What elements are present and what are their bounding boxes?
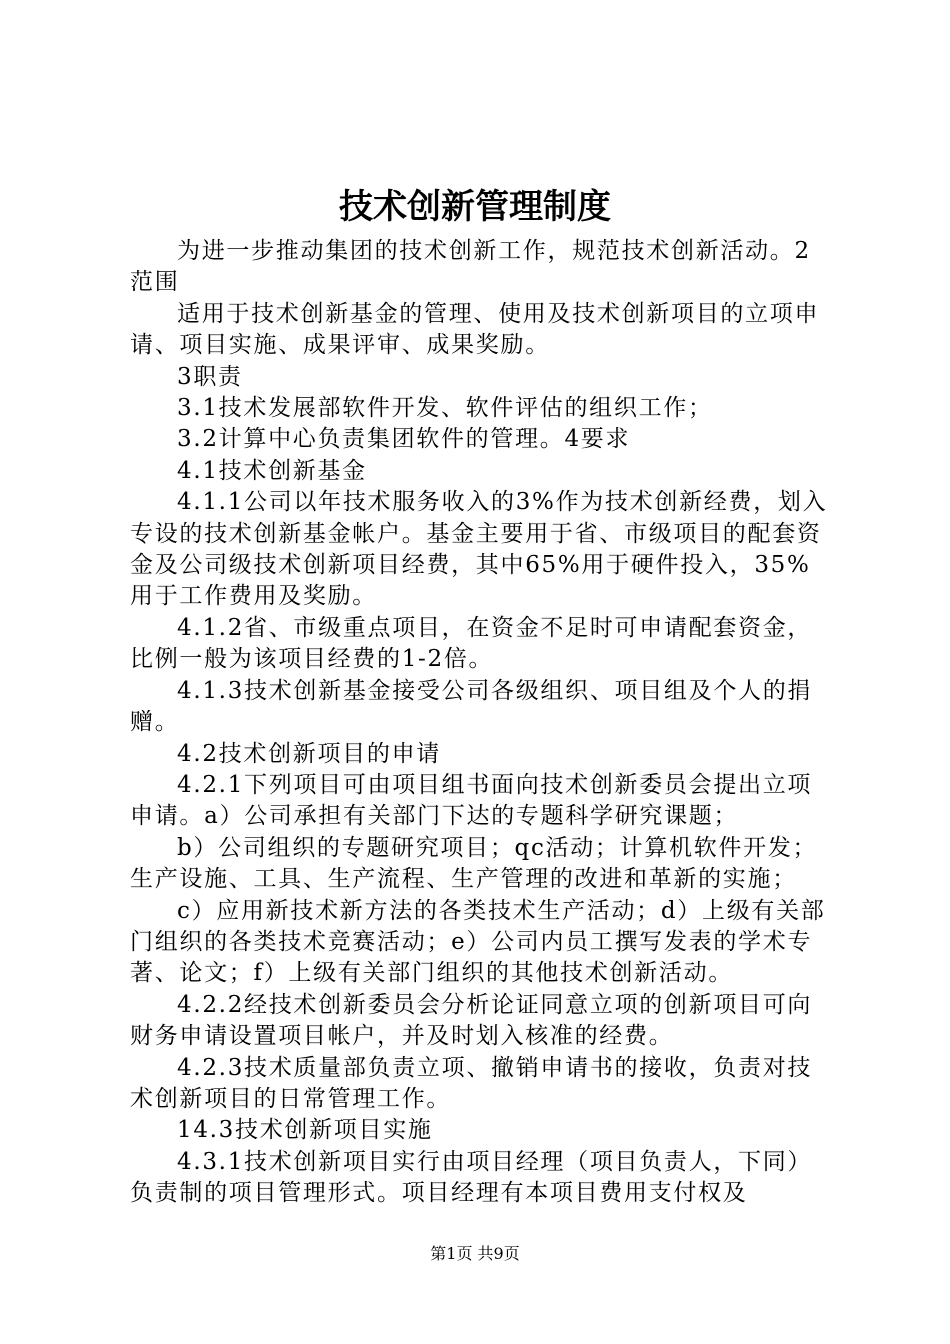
page-title: 技术创新管理制度 [339, 187, 611, 227]
paragraph: c）应用新技术新方法的各类技术生产活动；d）上级有关部门组织的各类技术竞赛活动；e）公司内员工撰写发表的学术专著、论文；f）上级有关部门组织的其他技术创新活动。 [130, 897, 826, 987]
paragraph: 为进一步推动集团的技术创新工作，规范技术创新活动。2范围 [130, 238, 811, 296]
section-heading: 14.3技术创新项目实施 [177, 1117, 433, 1144]
section-heading: 4.2技术创新项目的申请 [177, 740, 441, 767]
paragraph: 4.2.3技术质量部负责立项、撤销申请书的接收，负责对技术创新项目的日常管理工作。 [130, 1054, 813, 1112]
paragraph: 4.3.1技术创新项目实行由项目经理（项目负责人，下同）负责制的项目管理形式。项目经理有本项目费用支付权及 [130, 1148, 813, 1207]
paragraph: 4.2.1下列项目可由项目组书面向技术创新委员会提出立项申请。a）公司承担有关部门下达的专题科学研究课题； [130, 771, 813, 830]
paragraph: 4.1.1公司以年技术服务收入的3%作为技术创新经费，划入专设的技术创新基金帐户。基金主要用于省、市级项目的配套资金及公司级技术创新项目经费，其中65%用于硬件投入，35%用于工作费用及奖励。 [130, 489, 828, 610]
paragraph: 3.2计算中心负责集团软件的管理。4要求 [177, 426, 631, 453]
paragraph: 4.1.3技术创新基金接受公司各级组织、项目组及个人的捐赠。 [130, 677, 813, 736]
document-body [130, 236, 830, 1210]
paragraph: 3.1技术发展部软件开发、软件评估的组织工作； [177, 395, 713, 422]
paragraph: 4.2.2经技术创新委员会分析论证同意立项的创新项目可向财务申请设置项目帐户，并及时划入核准的经费。 [130, 991, 813, 1050]
paragraph: 4.1.2省、市级重点项目，在资金不足时可申请配套资金，比例一般为该项目经费的1-2倍。 [130, 614, 813, 673]
page-footer: 第1页 共9页 [430, 1244, 520, 1263]
paragraph: b）公司组织的专题研究项目；qc活动；计算机软件开发；生产设施、工具、生产流程、生产管理的改进和革新的实施； [130, 834, 818, 893]
paragraph: 适用于技术创新基金的管理、使用及技术创新项目的立项申请、项目实施、成果评审、成果奖励。 [130, 300, 820, 359]
section-heading: 3职责 [177, 363, 243, 390]
section-heading: 4.1技术创新基金 [177, 457, 367, 484]
